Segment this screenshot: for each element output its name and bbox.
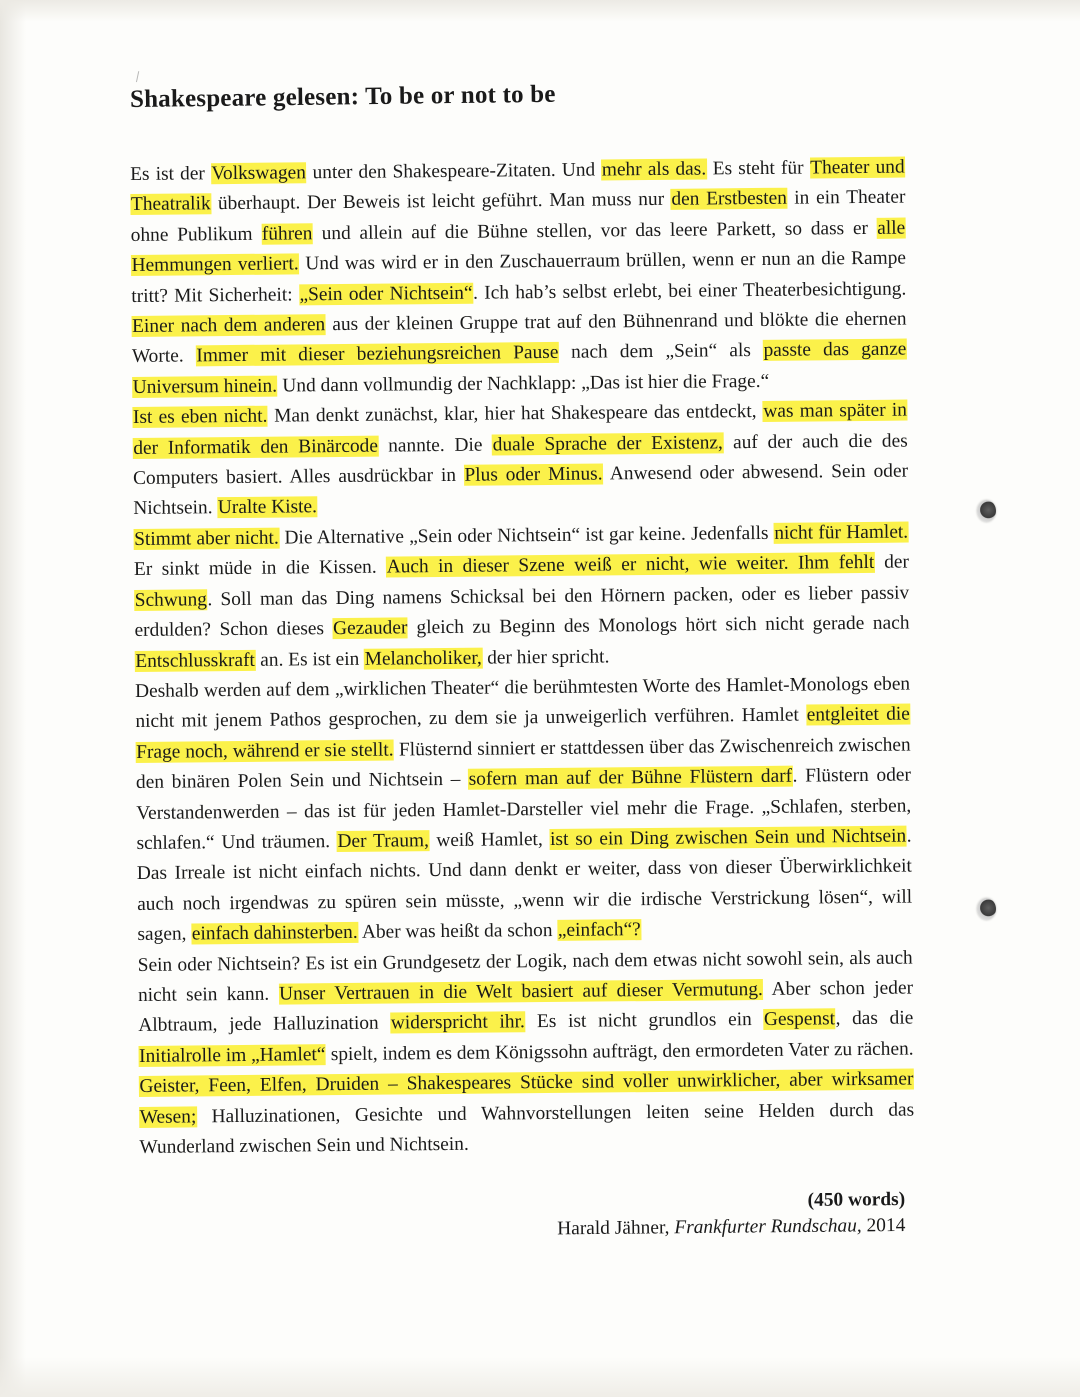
article-footer <box>130 1189 905 1244</box>
plain-text: . Das Irreale ist nicht einfach nichts. Und dann denkt er weiter, dass von dieser Überwirklichkeit auch noch irgendwas zu spüren sein müsste, „wenn wir die irdische Verstrickung lösen“, will sagen, <box>136 825 913 946</box>
plain-text: Aber was heißt da schon <box>358 920 558 944</box>
highlighted-text: ist so ein Ding zwischen Sein und Nichtsein <box>550 825 907 850</box>
plain-text: in ein Theater ohne Publikum <box>130 186 906 246</box>
credit-author: Harald Jähner, <box>557 1217 675 1240</box>
highlighted-text: Gespenst <box>763 1008 836 1031</box>
paragraph-3 <box>134 517 910 676</box>
highlighted-text: alle Hemmungen verliert. <box>131 217 906 277</box>
highlighted-text: Uralte Kiste. <box>217 496 318 519</box>
plain-text: . Soll man das Ding namens Schicksal bei den Hörnern packen, oder es lieber passiv erdulden? Schon dieses <box>134 582 910 642</box>
plain-text: Aber schon jeder Albtraum, jede Halluzination <box>138 977 914 1037</box>
highlighted-text: Immer mit dieser beziehungsreichen Pause <box>196 342 559 367</box>
highlighted-text: Auch in dieser Szene weiß er nicht, wie weiter. Ihm fehlt <box>386 552 875 578</box>
highlighted-text: Gezauder <box>333 617 408 640</box>
plain-text: Es ist der <box>130 163 212 185</box>
highlighted-text: führen <box>261 223 313 245</box>
highlighted-text: Plus oder Minus. <box>464 463 603 486</box>
plain-text: der hier spricht. <box>482 645 610 669</box>
plain-text: und allein auf die Bühne stellen, vor das leere Parkett, so dass er <box>312 217 877 245</box>
plain-text: Und was wird er in den Zuschauerraum brüllen, wenn er nun an die Rampe tritt? Mit Sicherheit: <box>131 247 907 307</box>
paragraph-5 <box>138 943 915 1163</box>
plain-text: spielt, indem es dem Königssohn aufträgt, den ermordeten Vater zu rächen. <box>325 1038 914 1065</box>
paragraph-1 <box>130 153 907 404</box>
paragraph-2 <box>132 396 908 525</box>
plain-text: der <box>874 551 910 574</box>
highlighted-text: Unser Vertrauen in die Welt basiert auf dieser Vermutung. <box>278 978 763 1005</box>
plain-text: Die Alternative „Sein oder Nichtsein“ ist gar keine. Jedenfalls <box>279 522 774 549</box>
plain-text: Er sinkt müde in die Kissen. <box>133 556 387 581</box>
highlighted-text: Entschlusskraft <box>135 649 255 672</box>
highlighted-text: Schwung <box>134 588 208 611</box>
highlighted-text: entgleitet die Frage noch, während er sie stellt. <box>136 703 910 763</box>
binder-hole-lower <box>977 898 996 920</box>
highlighted-text: Theater und Theatralik <box>130 156 905 216</box>
plain-text: unter den Shakespeare-Zitaten. Und <box>306 159 602 184</box>
credit-year: 2014 <box>861 1215 906 1237</box>
highlighted-text: Ist es eben nicht. <box>132 405 268 429</box>
highlighted-text: Volkswagen <box>211 162 306 185</box>
highlighted-text: Melancholiker, <box>364 647 482 670</box>
highlighted-text: „Sein oder Nichtsein“ <box>299 282 473 306</box>
plain-text: , das die <box>835 1007 914 1030</box>
plain-text: Es steht für <box>706 157 810 180</box>
plain-text: gleich zu Beginn des Monologs hört sich nicht gerade nach <box>407 612 910 639</box>
highlighted-text: Der Traum, <box>337 830 430 852</box>
plain-text: überhaupt. Der Beweis ist leicht geführt. Man muss nur <box>211 189 671 215</box>
highlighted-text: nicht für Hamlet. <box>774 521 909 544</box>
plain-text: nannte. Die <box>378 434 493 457</box>
plain-text: Sein oder Nichtsein? Es ist ein Grundgesetz der Logik, nach dem etwas nicht sowohl sein, als auch nicht sein kann. <box>137 947 913 1006</box>
scan-shadow-bottom <box>0 1357 1080 1397</box>
plain-text: Und dann vollmundig der Nachklapp: „Das ist hier die Frage.“ <box>277 370 770 397</box>
highlighted-text: sofern man auf der Bühne Flüstern darf <box>468 765 793 790</box>
highlighted-text: Initialrolle im „Hamlet“ <box>139 1043 326 1067</box>
highlighted-text: was man später in der Informatik den Binärcode <box>133 399 908 459</box>
article-text <box>130 153 915 1164</box>
highlighted-text: Stimmt aber nicht. <box>134 527 279 550</box>
scan-shadow-top <box>0 0 1080 22</box>
stray-pen-mark <box>136 71 147 84</box>
highlighted-text: Einer nach dem anderen <box>131 314 326 338</box>
plain-text: . Flüstern oder Verstandenwerden – das ist für jeden Hamlet-Darsteller viel mehr die Frage. „Schlafen, sterben, schlafen.“ Und träumen. <box>136 764 912 854</box>
highlighted-text: „einfach“? <box>557 919 641 942</box>
credit-source: Frankfurter Rundschau, <box>674 1215 862 1239</box>
highlighted-text: widerspricht ihr. <box>390 1011 525 1034</box>
highlighted-text: passte das ganze Universum hinein. <box>132 338 907 398</box>
plain-text: aus der kleinen Gruppe trat auf den Bühnenrand und blökte die ehernen Worte. <box>131 308 907 368</box>
plain-text: weiß Hamlet, <box>429 828 550 852</box>
plain-text: Halluzinationen, Gesichte und Wahnvorstellungen leiten seine Helden durch das Wunderland zwischen Sein und Nichtsein. <box>139 1099 915 1158</box>
plain-text: an. Es ist ein <box>255 648 365 671</box>
paragraph-4 <box>135 669 913 950</box>
plain-text: Man denkt zunächst, klar, hier hat Shakespeare das entdeckt, <box>267 401 763 427</box>
highlighted-text: den Erstbesten <box>671 188 788 211</box>
word-count: (450 words) <box>807 1189 906 1212</box>
highlighted-text: einfach dahinsterben. <box>191 922 358 945</box>
credit-line <box>130 1215 905 1244</box>
plain-text: Es ist nicht grundlos ein <box>525 1009 764 1033</box>
plain-text: Anwesend oder abwesend. Sein oder Nichtsein. <box>133 460 909 520</box>
document-body <box>129 80 915 1240</box>
plain-text: nach dem „Sein“ als <box>558 340 764 364</box>
scan-shadow-left <box>0 0 26 1397</box>
highlighted-text: mehr als das. <box>601 158 707 181</box>
binder-hole-upper <box>977 500 996 522</box>
plain-text: Deshalb werden auf dem „wirklichen Theater“ die berühmtesten Worte des Hamlet-Monologs eben nicht mit jenem Pathos gesprochen, zu dem sie ja unweigerlich verführen. Hamlet <box>135 673 911 733</box>
page-title: Shakespeare gelesen: To be or not to be <box>129 80 556 113</box>
highlighted-text: duale Sprache der Existenz, <box>492 431 723 456</box>
plain-text: . Ich hab’s selbst erlebt, bei einer Theaterbesichtigung. <box>472 278 907 304</box>
plain-text: Flüsternd sinniert er stattdessen über das Zwischenreich zwischen den binären Polen Sein und Nichtsein – <box>135 734 911 794</box>
highlighted-text: Geister, Feen, Elfen, Druiden – Shakespeares Stücke sind voller unwirklicher, aber wirksamer Wesen; <box>139 1068 914 1128</box>
plain-text: auf der auch die des Computers basiert. Alles ausdrückbar in <box>132 430 908 490</box>
